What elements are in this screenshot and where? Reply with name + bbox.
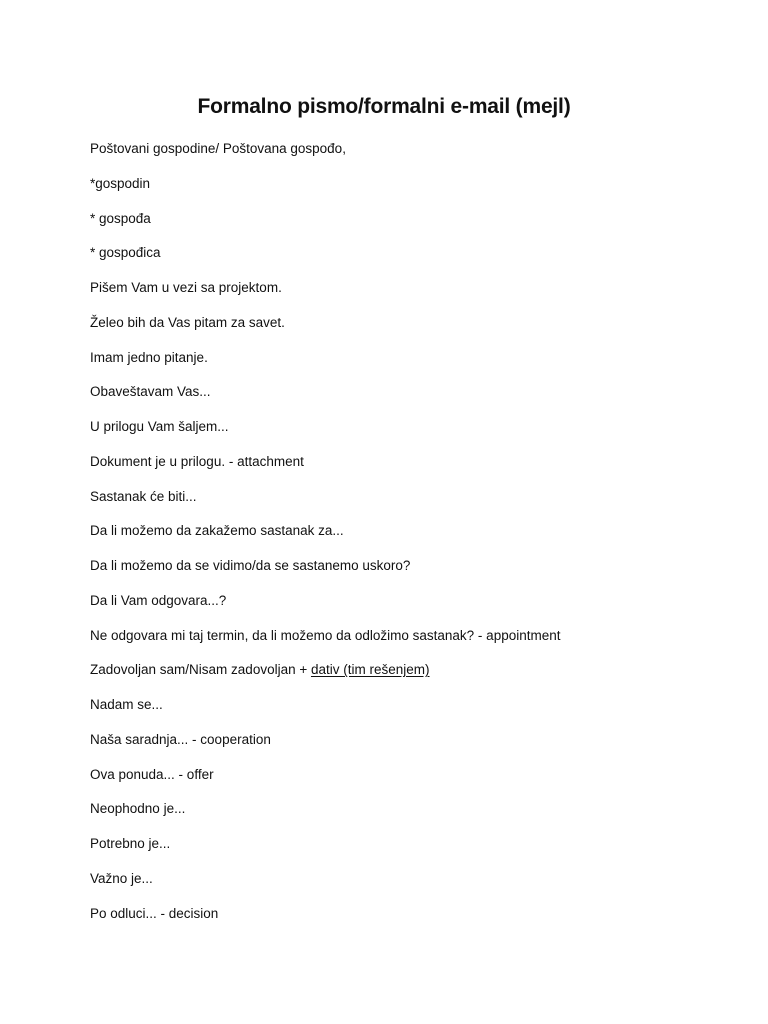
phrase-line: U prilogu Vam šaljem... [90,419,229,434]
phrase-line: Potrebno je... [90,836,171,851]
phrase-line: Da li Vam odgovara...? [90,592,227,608]
phrase-line: *gospodin [90,175,151,191]
phrase-line: * gospođica [90,245,161,261]
phrase-line: Neophodno je... [90,801,186,817]
phrase-line: Ova ponuda... - offer [90,766,214,782]
phrase-line: Važno je... [90,870,153,886]
phrase-line: Obaveštavam Vas... [90,384,211,400]
page-title: Formalno pismo/formalni e-mail (mejl) [197,95,571,118]
phrase-line: Imam jedno pitanje. [90,349,208,365]
phrase-list [90,138,730,937]
phrase-line-mixed [90,659,730,694]
phrase-line: Dokument je u prilogu. - attachment [90,453,304,469]
phrase-prefix: Zadovoljan sam/Nisam zadovoljan + [90,662,311,678]
phrase-line: Naša saradnja... - cooperation [90,731,271,747]
phrase-line: Da li možemo da se vidimo/da se sastanemo uskoro? [90,558,411,573]
phrase-line: * gospođa [90,210,151,226]
phrase-line: Nadam se... [90,697,163,712]
phrase-line: Poštovani gospodine/ Poštovana gospođo, [90,141,346,156]
phrase-line: Sastanak će biti... [90,488,197,504]
phrase-line: Pišem Vam u vezi sa projektom. [90,280,282,295]
phrase-line: Po odluci... - decision [90,905,219,921]
phrase-line: Želeo bih da Vas pitam za savet. [90,314,285,330]
underlined-phrase: dativ (tim rešenjem) [310,662,430,678]
phrase-line: Da li možemo da zakažemo sastanak za... [90,523,344,539]
phrase-line: Ne odgovara mi taj termin, da li možemo da odložimo sastanak? - appointment [90,627,561,643]
